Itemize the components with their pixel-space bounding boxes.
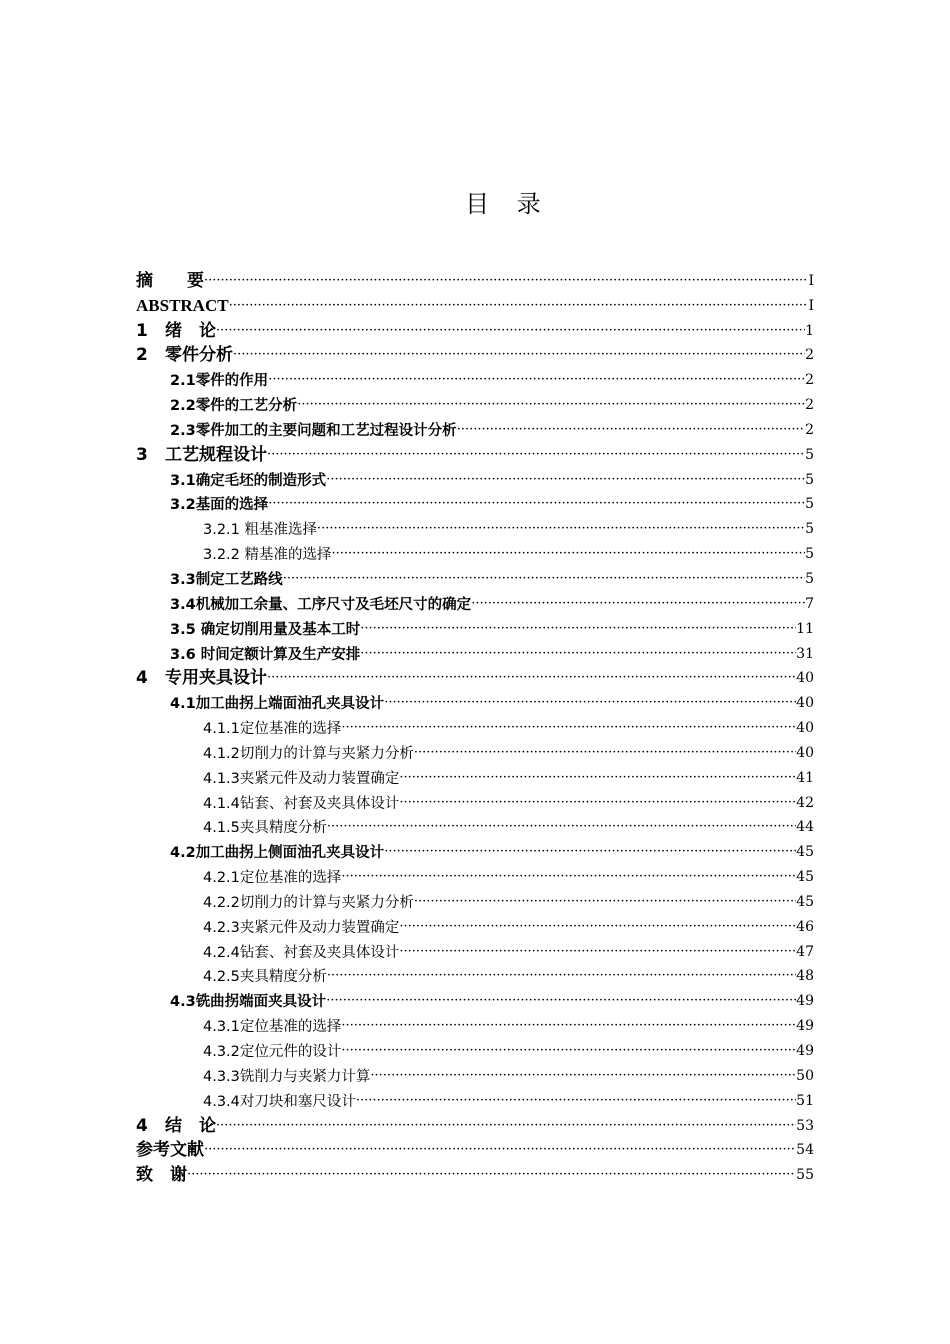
toc-entry-page: 40	[796, 670, 814, 687]
toc-entry-text: 切削力的计算与夹紧力分析	[239, 745, 414, 762]
toc-entry[interactable]	[136, 341, 814, 366]
dot-leader	[360, 622, 796, 639]
toc-entry[interactable]	[136, 738, 814, 763]
toc-entry-number: 4.2	[170, 845, 196, 862]
toc-entry-page: 44	[796, 819, 814, 836]
toc-entry-label	[203, 965, 327, 986]
toc-entry-label	[170, 841, 384, 862]
dot-leader	[457, 423, 805, 440]
toc-entry[interactable]	[136, 1036, 814, 1061]
toc-entry-page: 5	[805, 546, 814, 563]
toc-entry[interactable]	[136, 490, 814, 515]
toc-entry-number: 4.1.1	[203, 721, 240, 738]
toc-entry-label	[136, 266, 204, 291]
dot-leader	[216, 1119, 796, 1136]
toc-entry-number: 2.3	[170, 422, 196, 439]
toc-entry[interactable]	[136, 1011, 814, 1036]
dot-leader	[384, 845, 796, 862]
toc-entry[interactable]	[136, 837, 814, 862]
toc-entry-label	[170, 568, 283, 589]
toc-entry-page: 49	[796, 1043, 814, 1059]
toc-entry-label	[136, 1136, 204, 1161]
toc-entry-page: 2	[805, 372, 814, 389]
toc-entry-page: 41	[796, 769, 814, 786]
toc-entry-page: 53	[796, 1117, 814, 1134]
dot-leader	[317, 522, 805, 539]
toc-entry-label	[170, 618, 360, 639]
toc-entry-text: 夹具精度分析	[239, 969, 327, 986]
dot-leader	[267, 671, 796, 688]
toc-entry-number: 4.2.1	[203, 870, 240, 887]
toc-entry-number: 4.2.4	[203, 944, 240, 961]
toc-entry[interactable]	[136, 465, 814, 490]
toc-entry-label	[136, 664, 267, 689]
toc-entry-label	[170, 643, 360, 664]
toc-entry-number: 2.2	[170, 398, 196, 415]
toc-entry-label	[136, 316, 216, 341]
toc-entry-label	[170, 493, 268, 514]
dot-leader	[229, 299, 809, 316]
dot-leader	[268, 373, 805, 390]
toc-entry-label	[203, 543, 332, 564]
toc-entry-text: 零件的作用	[195, 373, 269, 390]
dot-leader	[216, 324, 805, 341]
toc-entry-text: 加工曲拐上端面油孔夹具设计	[195, 696, 385, 713]
dot-leader	[399, 920, 796, 937]
toc-entry-text: ABSTRACT	[136, 295, 229, 315]
toc-entry[interactable]	[136, 539, 814, 564]
toc-entry-number: 3.2.1	[203, 522, 240, 539]
dot-leader	[399, 796, 796, 813]
toc-entry-number: 3.3	[170, 571, 196, 588]
toc-entry-label	[203, 767, 399, 788]
toc-entry-text: 工艺规程设计	[165, 444, 267, 465]
dot-leader	[187, 1168, 796, 1185]
toc-entry-number: 4.1.3	[203, 770, 240, 787]
toc-entry-number: 4.3.4	[203, 1093, 240, 1110]
toc-entry[interactable]	[136, 912, 814, 937]
toc-entry[interactable]	[136, 887, 814, 912]
toc-entry-label	[170, 990, 326, 1011]
toc-entry-page: 42	[796, 794, 814, 811]
toc-entry-text: 确定切削用量及基本工时	[195, 621, 361, 638]
toc-entry-page: 7	[805, 595, 814, 612]
toc-entry-number: 3.4	[170, 596, 196, 613]
toc-entry[interactable]	[136, 1136, 814, 1161]
page-title: 目 录	[465, 190, 551, 218]
toc-entry-number: 4.2.2	[203, 894, 240, 911]
toc-entry[interactable]	[136, 862, 814, 887]
toc-entry-text: 铣削力与夹紧力计算	[239, 1068, 371, 1085]
toc-entry-label	[203, 1090, 356, 1111]
toc-entry-number: 3.6	[170, 646, 196, 663]
dot-leader	[414, 895, 796, 912]
toc-entry[interactable]	[136, 664, 814, 689]
toc-entry-label	[203, 941, 399, 962]
toc-entry-page: 50	[796, 1067, 814, 1084]
dot-leader	[384, 696, 796, 713]
toc-entry[interactable]	[136, 688, 814, 713]
toc-entry[interactable]	[136, 986, 814, 1011]
dot-leader	[471, 597, 805, 614]
toc-entry-page: 40	[796, 720, 814, 737]
toc-entry-page: 49	[796, 1018, 814, 1035]
toc-entry[interactable]	[136, 614, 814, 639]
dot-leader	[360, 647, 796, 664]
toc-entry-label	[136, 1111, 216, 1136]
toc-entry[interactable]	[136, 266, 814, 291]
toc-entry-page: 5	[805, 446, 814, 463]
toc-entry-page: 51	[796, 1092, 814, 1109]
toc-entry-text: 专用夹具设计	[165, 668, 267, 689]
toc-entry-page: 45	[796, 893, 814, 910]
toc-entry-label	[170, 692, 384, 713]
toc-entry[interactable]	[136, 316, 814, 341]
toc-entry-text: 时间定额计算及生产安排	[195, 646, 361, 663]
toc-entry-text: 绪 论	[165, 320, 216, 341]
toc-entry[interactable]	[136, 813, 814, 838]
toc-entry-page: 45	[796, 869, 814, 886]
toc-entry-label	[136, 440, 267, 465]
dot-leader	[326, 473, 805, 490]
toc-entry-page: 31	[796, 645, 814, 662]
toc-entry-number: 3	[136, 444, 148, 465]
toc-entry-label	[170, 369, 268, 390]
toc-entry-text: 零件分析	[165, 345, 233, 366]
toc-entry[interactable]	[136, 1061, 814, 1086]
toc-entry-number: 2	[136, 345, 148, 366]
toc-entry-text: 铣曲拐端面夹具设计	[195, 994, 327, 1011]
toc-entry-label	[136, 341, 233, 366]
toc-entry-label	[136, 296, 229, 316]
toc-entry-number: 4.1.2	[203, 745, 240, 762]
toc-entry[interactable]	[136, 1160, 814, 1185]
dot-leader	[326, 994, 796, 1011]
toc-entry[interactable]	[136, 365, 814, 390]
toc-entry-number: 4	[136, 1115, 148, 1136]
toc-entry-label	[203, 1065, 370, 1086]
toc-entry-number: 3.1	[170, 472, 196, 489]
toc-entry[interactable]	[136, 962, 814, 987]
dot-leader	[327, 820, 796, 837]
toc-entry-page: 11	[796, 620, 814, 637]
toc-entry-label	[203, 816, 327, 837]
dot-leader	[356, 1094, 796, 1111]
dot-leader	[341, 721, 796, 738]
toc-entry[interactable]	[136, 639, 814, 664]
dot-leader	[233, 348, 805, 365]
toc-entry-number: 4.2.5	[203, 969, 240, 986]
toc-entry-text: 致 谢	[136, 1165, 187, 1186]
toc-entry-text: 加工曲拐上侧面油孔夹具设计	[195, 845, 385, 862]
toc-entry-number: 4.1.4	[203, 795, 240, 812]
dot-leader	[267, 448, 805, 465]
toc-entry-page: 2	[805, 397, 814, 414]
dot-leader	[297, 398, 805, 415]
dot-leader	[399, 771, 796, 788]
toc-entry-number: 4.3	[170, 994, 196, 1011]
toc-entry[interactable]	[136, 291, 814, 316]
toc-entry-text: 夹具精度分析	[239, 820, 327, 837]
toc-entry[interactable]	[136, 440, 814, 465]
toc-entry-label	[203, 866, 341, 887]
toc-entry-text: 基面的选择	[195, 497, 269, 514]
toc-entry-page: 1	[805, 322, 814, 339]
toc-entry-page: 49	[796, 993, 814, 1010]
toc-entry[interactable]	[136, 937, 814, 962]
toc-entry-page: 45	[796, 844, 814, 861]
toc-entry-page: 40	[796, 695, 814, 712]
toc-entry-page: 5	[805, 471, 814, 488]
toc-entry-label	[136, 1160, 187, 1185]
dot-leader	[370, 1069, 796, 1086]
toc-entry-text: 切削力的计算与夹紧力分析	[239, 894, 414, 911]
toc-entry[interactable]	[136, 589, 814, 614]
toc-entry-number: 4	[136, 668, 148, 689]
toc-entry[interactable]	[136, 415, 814, 440]
toc-entry-text: 精基准的选择	[239, 547, 332, 564]
toc-entry-page: 2	[805, 347, 814, 364]
dot-leader	[204, 1143, 796, 1160]
toc-entry[interactable]	[136, 564, 814, 589]
toc-entry-page: 47	[796, 943, 814, 960]
toc-entry-number: 1	[136, 320, 148, 341]
dot-leader	[327, 969, 796, 986]
toc-entry-number: 4.2.3	[203, 919, 240, 936]
toc-entry[interactable]	[136, 1111, 814, 1136]
dot-leader	[399, 945, 796, 962]
dot-leader	[341, 870, 796, 887]
toc-entry-number: 4.3.1	[203, 1019, 240, 1036]
dot-leader	[341, 1044, 796, 1061]
toc-entry-page: 5	[805, 521, 814, 538]
toc-entry-label	[170, 593, 471, 614]
toc-entry[interactable]	[136, 390, 814, 415]
toc-entry-label	[203, 916, 399, 937]
toc-entry-label	[170, 419, 457, 440]
dot-leader	[283, 572, 805, 589]
toc-entry-text: 粗基准选择	[239, 522, 318, 539]
toc-entry-label	[170, 394, 297, 415]
toc-entry-page: 5	[805, 496, 814, 513]
toc-entry-text: 确定毛坯的制造形式	[195, 472, 327, 489]
toc-entry-label	[203, 1040, 341, 1061]
toc-entry-page: I	[808, 272, 814, 289]
toc-entry-text: 摘 要	[136, 270, 204, 291]
toc-entry-text: 制定工艺路线	[195, 571, 283, 588]
toc-entry-label	[203, 518, 317, 539]
toc-entry[interactable]	[136, 1086, 814, 1111]
toc-entry-text: 零件加工的主要问题和工艺过程设计分析	[195, 422, 457, 439]
toc-entry-page: 54	[796, 1142, 814, 1159]
toc-entry[interactable]	[136, 788, 814, 813]
toc-entry-number: 4.3.2	[203, 1044, 240, 1060]
toc-entry-page: 40	[796, 744, 814, 761]
toc-entry-text: 夹紧元件及动力装置确定	[239, 919, 400, 936]
dot-leader	[204, 274, 808, 291]
toc-entry-text: 对刀块和塞尺设计	[239, 1093, 356, 1110]
toc-entry-text: 机械加工余量、工序尺寸及毛坯尺寸的确定	[195, 596, 472, 613]
dot-leader	[268, 497, 805, 514]
toc-entry-label	[170, 469, 326, 490]
toc-entry-text: 夹紧元件及动力装置确定	[239, 770, 400, 787]
toc-entry-label	[203, 1015, 341, 1036]
toc-entry-text: 定位元件的设计	[239, 1044, 342, 1060]
toc-entry-text: 定位基准的选择	[239, 721, 342, 738]
table-of-contents	[136, 266, 814, 1185]
toc-entry-number: 3.5	[170, 621, 196, 638]
toc-entry-text: 钻套、衬套及夹具体设计	[239, 944, 400, 961]
toc-entry-number: 4.1.5	[203, 820, 240, 837]
toc-entry-label	[203, 891, 414, 912]
toc-entry[interactable]	[136, 763, 814, 788]
dot-leader	[332, 547, 806, 564]
toc-entry-number: 3.2	[170, 497, 196, 514]
toc-entry-text: 参考文献	[136, 1140, 204, 1161]
toc-entry-number: 3.2.2	[203, 547, 240, 564]
toc-entry[interactable]	[136, 713, 814, 738]
dot-leader	[341, 1019, 796, 1036]
toc-entry-number: 4.3.3	[203, 1068, 240, 1085]
toc-entry-text: 定位基准的选择	[239, 870, 342, 887]
toc-entry-text: 定位基准的选择	[239, 1019, 342, 1036]
toc-entry-label	[203, 742, 414, 763]
toc-entry-page: 48	[796, 968, 814, 985]
toc-entry-text: 钻套、衬套及夹具体设计	[239, 795, 400, 812]
toc-entry-text: 零件的工艺分析	[195, 398, 298, 415]
toc-entry[interactable]	[136, 514, 814, 539]
toc-entry-page: 5	[805, 570, 814, 587]
toc-entry-text: 结 论	[165, 1115, 216, 1136]
toc-entry-page: 55	[796, 1167, 814, 1184]
toc-entry-number: 2.1	[170, 373, 196, 390]
toc-entry-page: 2	[805, 421, 814, 438]
toc-entry-page: 46	[796, 918, 814, 935]
toc-entry-label	[203, 717, 341, 738]
dot-leader	[414, 746, 796, 763]
toc-entry-page: I	[808, 297, 814, 314]
toc-entry-label	[203, 792, 399, 813]
toc-entry-number: 4.1	[170, 696, 196, 713]
